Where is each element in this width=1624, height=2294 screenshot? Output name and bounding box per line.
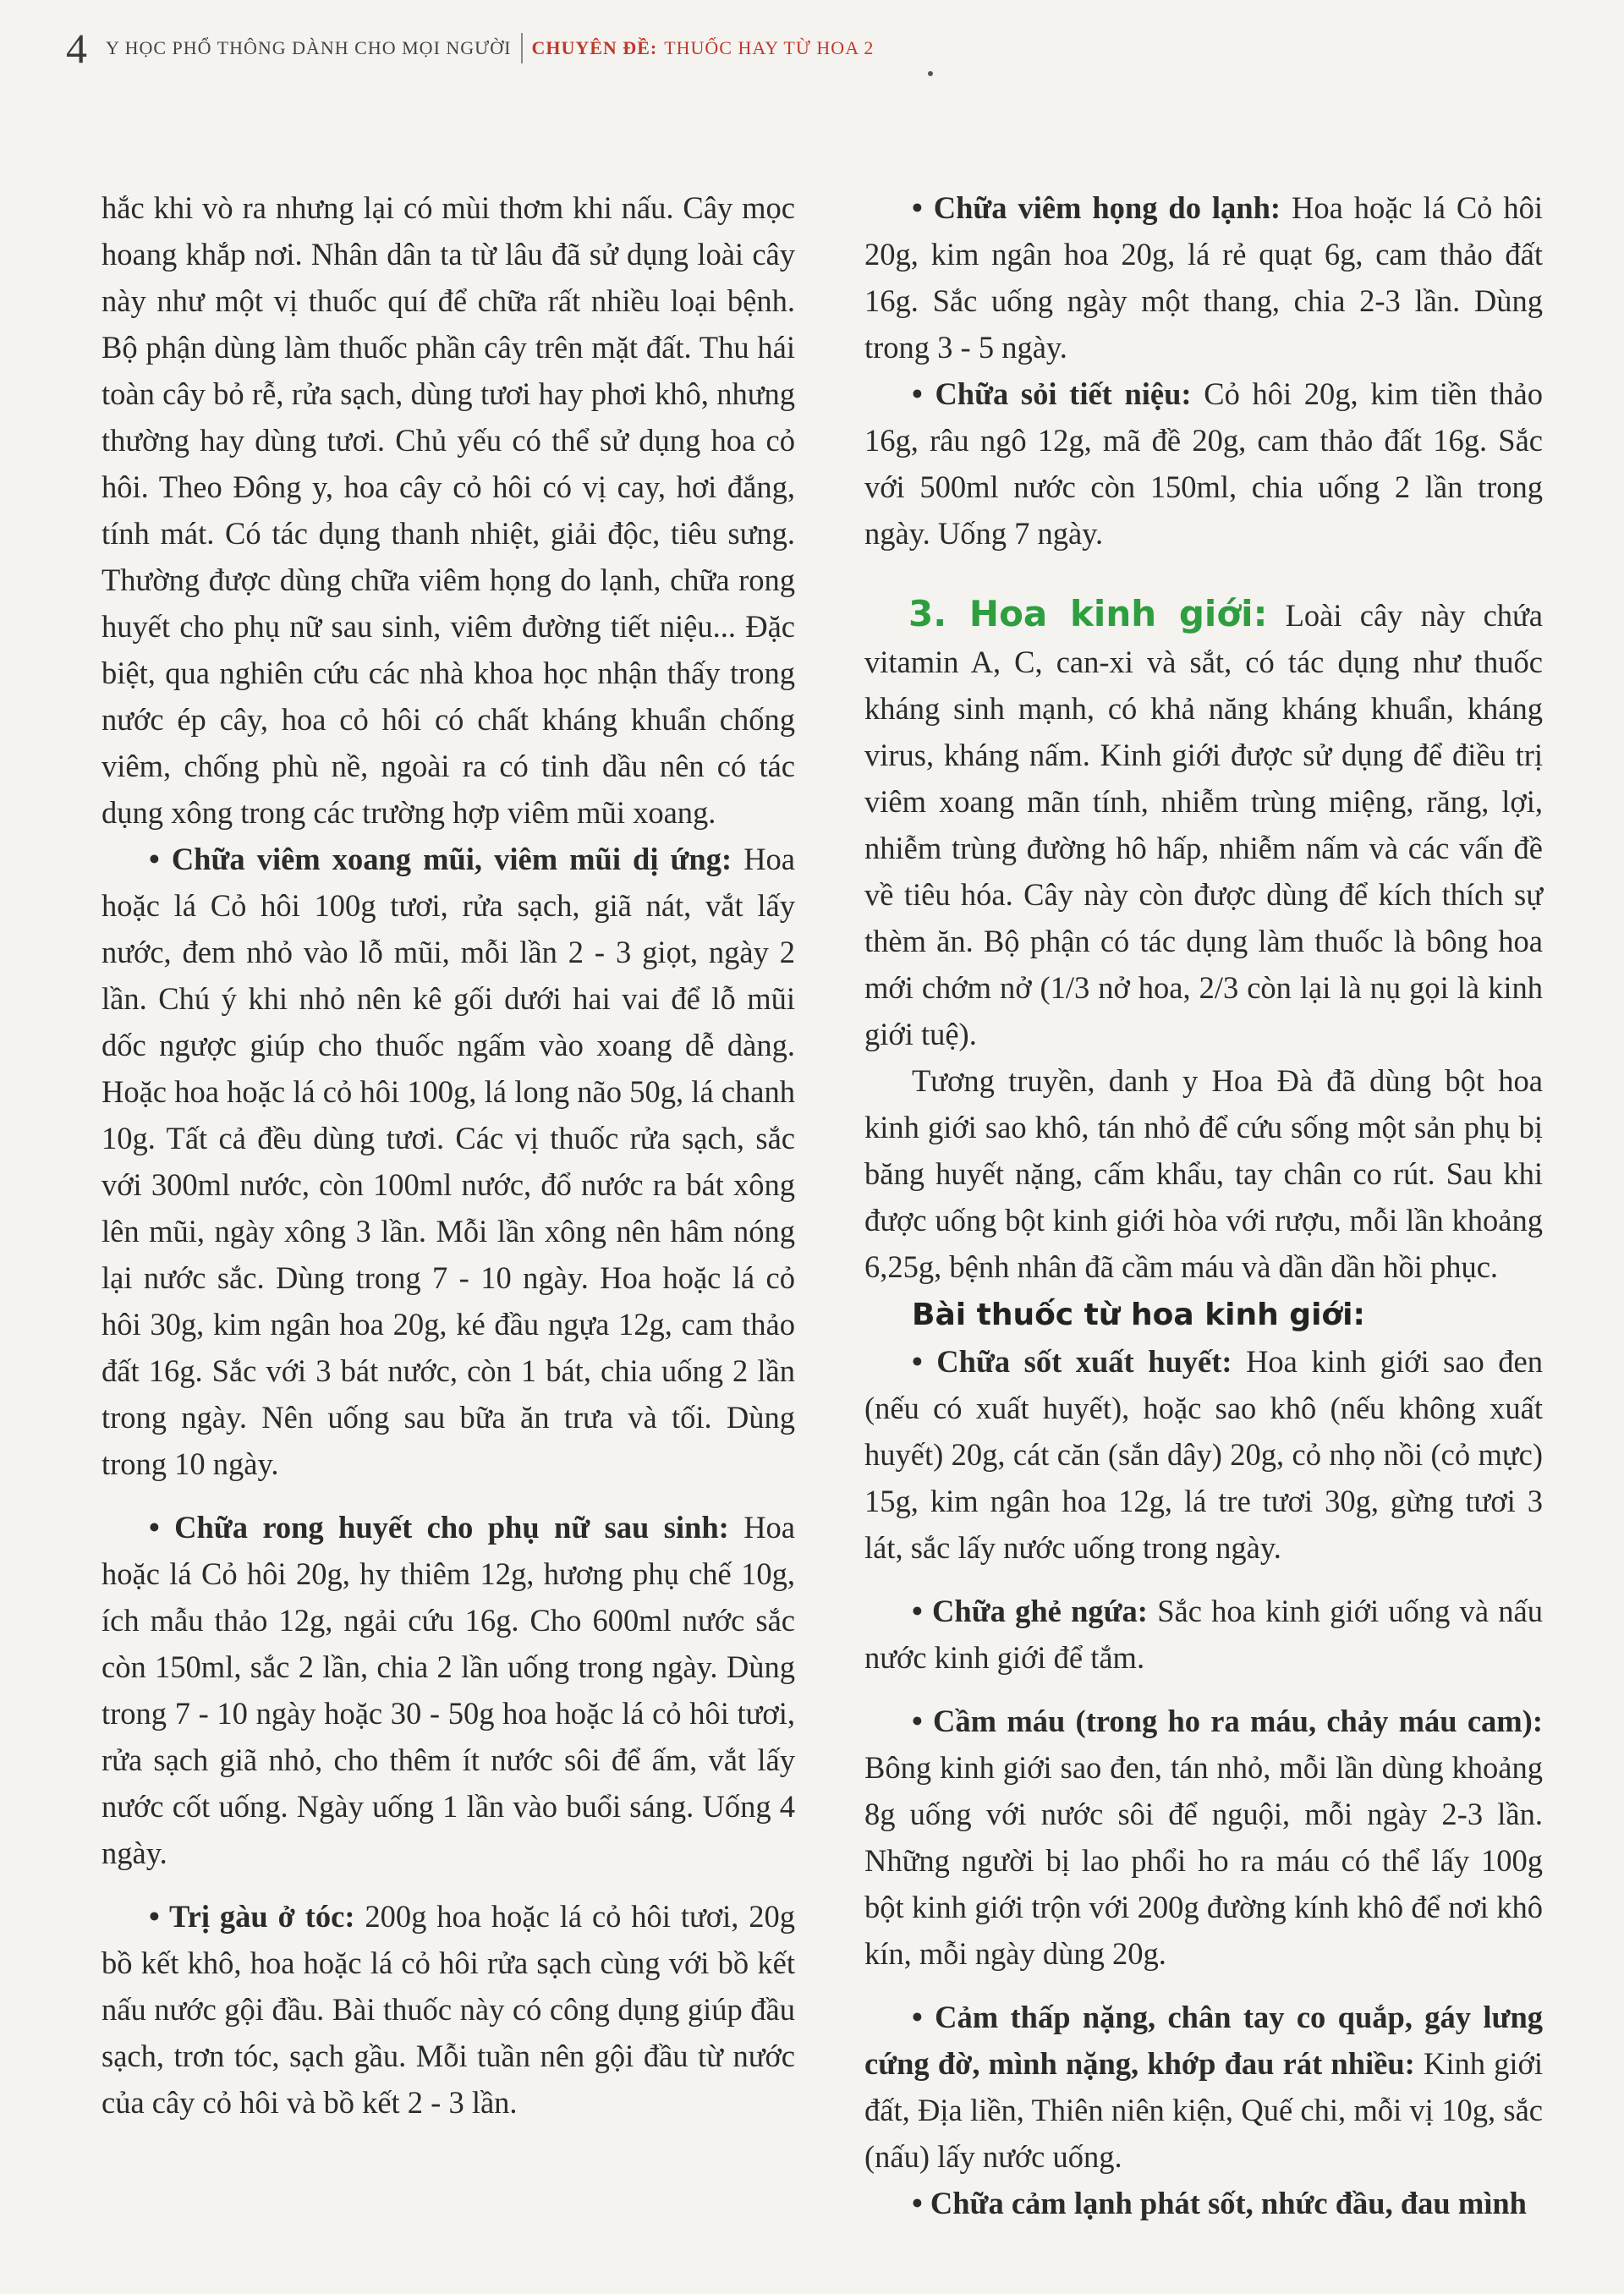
page-number: 4: [66, 25, 87, 72]
remedy-text: Hoa hoặc lá Cỏ hôi 100g tươi, rửa sạch, giã nát, vắt lấy nước, đem nhỏ vào lỗ mũi, mỗi lần 2 - 3 giọt, ngày 2 lần. Chú ý khi nhỏ nên kê gối dưới hai vai để lỗ mũi dốc ngược giúp cho thuốc ngấm vào xoang dễ dàng. Hoặc hoa hoặc lá cỏ hôi 100g, lá long não 50g, lá chanh 10g. Tất cả đều dùng tươi. Các vị thuốc rửa sạch, sắc với 300ml nước, còn 100ml nước, đổ nước ra bát xông lên mũi, ngày xông 3 lần. Mỗi lần xông nên hâm nóng lại nước sắc. Dùng trong 7 - 10 ngày. Hoa hoặc lá cỏ hôi 30g, kim ngân hoa 20g, ké đầu ngựa 12g, cam thảo đất 16g. Sắc với 3 bát nước, còn 1 bát, chia uống 2 lần trong ngày. Nên uống sau bữa ăn trưa và tối. Dùng trong 10 ngày.: [102, 842, 795, 1481]
remedy-text: Hoa kinh giới sao đen (nếu có xuất huyết), hoặc sao khô (nếu không xuất huyết) 20g, cát căn (sắn dây) 20g, cỏ nhọ nồi (cỏ mực) 15g, kim ngân hoa 12g, lá tre tươi 30g, gừng tươi 3 lát, sắc lấy nước uống trong ngày.: [864, 1344, 1544, 1565]
remedy-text: Sắc hoa kinh giới uống và nấu nước kinh giới để tắm.: [864, 1594, 1544, 1675]
magazine-title: Y HỌC PHỔ THÔNG DÀNH CHO MỌI NGƯỜI: [106, 37, 512, 58]
remedy-text: 200g hoa hoặc lá cỏ hôi tươi, 20g bồ kết khô, hoa hoặc lá cỏ hôi rửa sạch cùng với bồ kết nấu nước gội đầu. Bài thuốc này có công dụng giúp đầu sạch, trơn tóc, sạch gầu. Mỗi tuần nên gội đầu từ nước của cây cỏ hôi và bồ kết 2 - 3 lần.: [102, 1899, 795, 2120]
decorative-dot: [928, 71, 933, 76]
header-divider: [521, 33, 523, 63]
topic-name: THUỐC HAY TỪ HOA 2: [664, 37, 875, 58]
remedy-title: • Chữa cảm lạnh phát sốt, nhức đầu, đau mình: [912, 2186, 1527, 2220]
remedy-dengue: [864, 1338, 1543, 1571]
topic-label: CHUYÊN ĐỀ:: [531, 37, 658, 58]
section-heading: 3. Hoa kinh giới:: [908, 593, 1268, 634]
remedy-title: • Chữa sốt xuất huyết:: [912, 1344, 1232, 1379]
remedy-title: • Chữa viêm xoang mũi, viêm mũi dị ứng:: [149, 842, 732, 876]
intro-paragraph: hắc khi vò ra nhưng lại có mùi thơm khi nấu. Cây mọc hoang khắp nơi. Nhân dân ta từ lâu đã sử dụng loài cây này như một vị thuốc quí để chữa rất nhiều loại bệnh. Bộ phận dùng làm thuốc phần cây trên mặt đất. Thu hái toàn cây bỏ rễ, rửa sạch, dùng tươi hay phơi khô, nhưng thường hay dùng tươi. Chủ yếu có thể sử dụng hoa cỏ hôi. Theo Đông y, hoa cây cỏ hôi có vị cay, hơi đắng, tính mát. Có tác dụng thanh nhiệt, giải độc, tiêu sưng. Thường được dùng chữa viêm họng do lạnh, chữa rong huyết cho phụ nữ sau sinh, viêm đường tiết niệu... Đặc biệt, qua nghiên cứu các nhà khoa học nhận thấy trong nước ép cây, hoa cỏ hôi có chất kháng khuẩn chống viêm, chống phù nề, ngoài ra có tinh dầu nên có tác dụng xông trong các trường hợp viêm mũi xoang.: [102, 190, 795, 830]
remedy-sinusitis: [102, 836, 795, 1487]
remedy-text: Hoa hoặc lá Cỏ hôi 20g, hy thiêm 12g, hương phụ chế 10g, ích mẫu thảo 12g, ngải cứu 16g. Cho 600ml nước sắc còn 150ml, sắc 2 lần, chia 2 lần uống trong ngày. Dùng trong 7 - 10 ngày hoặc 30 - 50g hoa hoặc lá cỏ hôi tươi, rửa sạch giã nhỏ, cho thêm ít nước sôi để ấm, vắt lấy nước cốt uống. Ngày uống 1 lần vào buổi sáng. Uống 4 ngày.: [102, 1510, 796, 1870]
remedy-title: • Cầm máu (trong ho ra máu, chảy máu cam):: [912, 1704, 1543, 1738]
remedy-scabies: [864, 1588, 1543, 1681]
right-column: [864, 184, 1543, 2226]
remedy-text: Kinh giới đất, Địa liền, Thiên niên kiện, Quế chi, mỗi vị 10g, sắc (nấu) lấy nước uống.: [864, 2046, 1543, 2174]
section-kinh-gioi: [864, 590, 1543, 1057]
section-text: Loài cây này chứa vitamin A, C, can-xi và sắt, có tác dụng như thuốc kháng sinh mạnh, có khả năng kháng khuẩn, kháng virus, kháng nấm. Kinh giới được sử dụng để điều trị viêm xoang mãn tính, nhiễm trùng miệng, răng, lợi, nhiễm trùng đường hô hấp, nhiễm nấm và các vấn đề về tiêu hóa. Cây này còn được dùng để kích thích sự thèm ăn. Bộ phận có tác dụng làm thuốc là bông hoa mới chớm nở (1/3 nở hoa, 2/3 còn lại là nụ gọi là kinh giới tuệ).: [864, 598, 1544, 1051]
page-header: [66, 19, 1555, 78]
remedy-kidney-stones: [864, 370, 1543, 557]
remedy-title: • Chữa sỏi tiết niệu:: [912, 376, 1192, 411]
remedy-cold-fever: [864, 2180, 1543, 2226]
remedy-damp-cold: [864, 1994, 1543, 2180]
remedy-text: Hoa hoặc lá Cỏ hôi 20g, kim ngân hoa 20g, lá rẻ quạt 6g, cam thảo đất 16g. Sắc uống ngày một thang, chia 2-3 lần. Dùng trong 3 - 5 ngày.: [864, 190, 1543, 365]
remedy-hemostasis: [864, 1698, 1543, 1977]
remedy-title: • Cảm thấp nặng, chân tay co quắp, gáy lưng cứng đờ, mình nặng, khớp đau rát nhiều:: [864, 2000, 1543, 2081]
remedy-title: • Chữa ghẻ ngứa:: [912, 1594, 1148, 1628]
remedy-text: Bông kinh giới sao đen, tán nhỏ, mỗi lần dùng khoảng 8g uống với nước sôi để nguội, mỗi ngày 2-3 lần. Những người bị lao phổi ho ra máu có thể lấy 100g bột kinh giới trộn với 200g đường kính khô để nơi khô kín, mỗi ngày dùng 20g.: [864, 1750, 1543, 1971]
subheading: Bài thuốc từ hoa kinh giới:: [912, 1298, 1365, 1332]
remedy-title: • Chữa rong huyết cho phụ nữ sau sinh:: [149, 1510, 729, 1545]
remedy-dandruff: [102, 1893, 795, 2126]
remedy-postpartum-bleeding: [102, 1504, 795, 1876]
remedy-title: • Chữa viêm họng do lạnh:: [912, 190, 1281, 225]
left-column: [102, 184, 795, 2126]
remedy-sore-throat: [864, 184, 1543, 370]
remedy-text: Cỏ hôi 20g, kim tiền thảo 16g, râu ngô 12g, mã đề 20g, cam thảo đất 16g. Sắc với 500ml nước còn 150ml, chia uống 2 lần trong ngày. Uống 7 ngày.: [864, 376, 1544, 551]
legend-paragraph: Tương truyền, danh y Hoa Đà đã dùng bột hoa kinh giới sao khô, tán nhỏ để cứu sống một sản phụ bị băng huyết nặng, cấm khẩu, tay chân co rút. Sau khi được uống bột kinh giới hòa với rượu, mỗi lần khoảng 6,25g, bệnh nhân đã cầm máu và dần dần hồi phục.: [864, 1063, 1543, 1284]
remedy-title: • Trị gàu ở tóc:: [149, 1899, 355, 1934]
